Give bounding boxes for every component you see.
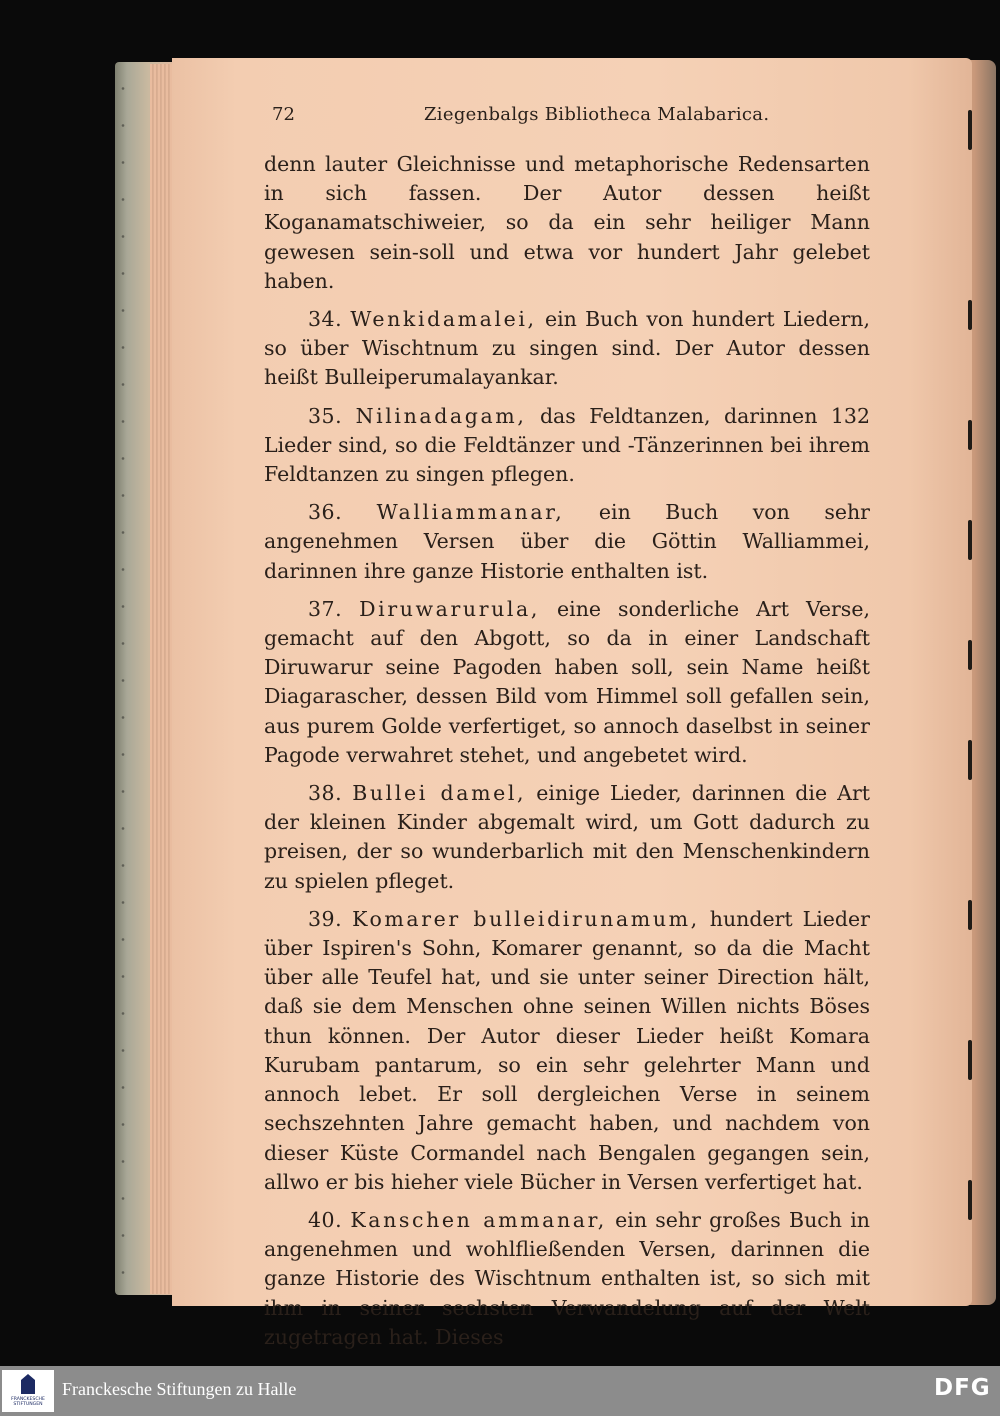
entry-number: 38.	[308, 781, 343, 806]
binding-stitch	[968, 640, 972, 670]
binding-stitch	[968, 110, 972, 150]
paragraph	[264, 1206, 870, 1352]
page-number: 72	[272, 104, 295, 125]
entry-text: ein Buch von hundert Liedern, so über Wischtnum zu singen sind. Der Autor dessen heißt Bulleiperumalayankar.	[264, 307, 870, 390]
institution-name[interactable]: Franckesche Stiftungen zu Halle	[62, 1379, 297, 1399]
entry-number: 39.	[308, 906, 343, 931]
book-edge-texture	[118, 70, 130, 1280]
binding-stitch	[968, 1180, 972, 1220]
paragraph	[264, 402, 870, 490]
binding-stitch	[968, 420, 972, 450]
binding-stitch	[968, 300, 972, 330]
page-text	[264, 150, 870, 1352]
entry-number: 37.	[308, 596, 343, 621]
entry-title: Walliammanar,	[376, 500, 565, 525]
entry-text: eine sonderliche Art Verse, gemacht auf den Abgott, so da in einer Landschaft Diruwarur seine Pagoden haben soll, sein Name heißt Diagarascher, dessen Bild vom Himmel soll gefallen sein, aus purem Golde verfertiget, so annoch daselbst in seiner Pagode verwahret stehet, und angebetet wird.	[264, 596, 870, 767]
entry-number: 40.	[308, 1207, 343, 1232]
entry-text: ein sehr großes Buch in angenehmen und wohlfließenden Versen, darinnen die ganze Historie des Wischtnum enthalten ist, so sich mit ihm in seiner sechsten Verwandelung auf der Welt zugetragen hat. Dieses	[264, 1207, 870, 1349]
entry-text: hundert Lieder über Ispiren's Sohn, Komarer genannt, so da die Macht über alle Teufel hat, und sie unter seiner Direction hält, daß sie dem Menschen ohne seinen Willen nichts Böses thun können. Der Autor dieser Lieder heißt Komara Kurubam pantarum, so ein sehr gelehrter Mann und annoch lebet. Er soll dergleichen Verse in seinem sechszehnten Jahre gemacht haben, und nachdem von dieser Küste Cormandel nach Bengalen gegangen sein, allwo er bis hieher viele Bücher in Versen verfertiget hat.	[264, 906, 870, 1194]
entry-title: Kanschen ammanar,	[350, 1207, 607, 1232]
binding-stitch	[968, 900, 972, 930]
dfg-logo[interactable]: DFG	[934, 1375, 991, 1401]
paragraph	[264, 305, 870, 393]
entry-title: Nilinadagam,	[355, 403, 527, 428]
binding-stitch	[968, 740, 972, 780]
paragraph	[264, 498, 870, 586]
running-head	[272, 104, 872, 132]
entry-number: 35.	[308, 403, 343, 428]
entry-title: Diruwarurula,	[359, 596, 540, 621]
entry-text: einige Lieder, darinnen die Art der kleinen Kinder abgemalt wird, um Gott dadurch zu preisen, der so wunderbarlich mit den Menschenkindern zu spielen pfleget.	[264, 781, 870, 893]
paragraph	[264, 905, 870, 1197]
footer-bar	[0, 1366, 1000, 1416]
entry-title: Wenkidamalei,	[350, 307, 537, 332]
entry-title: Komarer bulleidirunamum,	[352, 906, 700, 931]
entry-text: das Feldtanzen, darinnen 132 Lieder sind, so die Feldtänzer und -Tänzerinnen bei ihrem Feldtanzen zu singen pflegen.	[264, 403, 870, 487]
institution-logo[interactable]	[2, 1370, 54, 1412]
logo-caption: FRANCKESCHE STIFTUNGEN	[11, 1397, 45, 1408]
binding-stitch	[968, 520, 972, 560]
building-icon	[21, 1374, 35, 1394]
entry-number: 34.	[308, 307, 343, 332]
binding-stitch	[968, 1040, 972, 1080]
running-title: Ziegenbalgs Bibliotheca Malabarica.	[424, 104, 770, 125]
entry-text: ein Buch von sehr angenehmen Versen über die Göttin Walliammei, darinnen ihre ganze Historie enthalten ist.	[264, 500, 870, 583]
entry-title: Bullei damel,	[352, 781, 527, 806]
paragraph	[264, 779, 870, 896]
paragraph	[264, 150, 870, 296]
entry-number: 36.	[308, 500, 343, 525]
paragraph	[264, 595, 870, 770]
entry-text: denn lauter Gleichnisse und metaphorische Redensarten in sich fassen. Der Autor dessen heißt Koganamatschiweier, so da ein sehr heiliger Mann gewesen sein-soll und etwa vor hundert Jahr gelebet haben.	[264, 152, 870, 293]
